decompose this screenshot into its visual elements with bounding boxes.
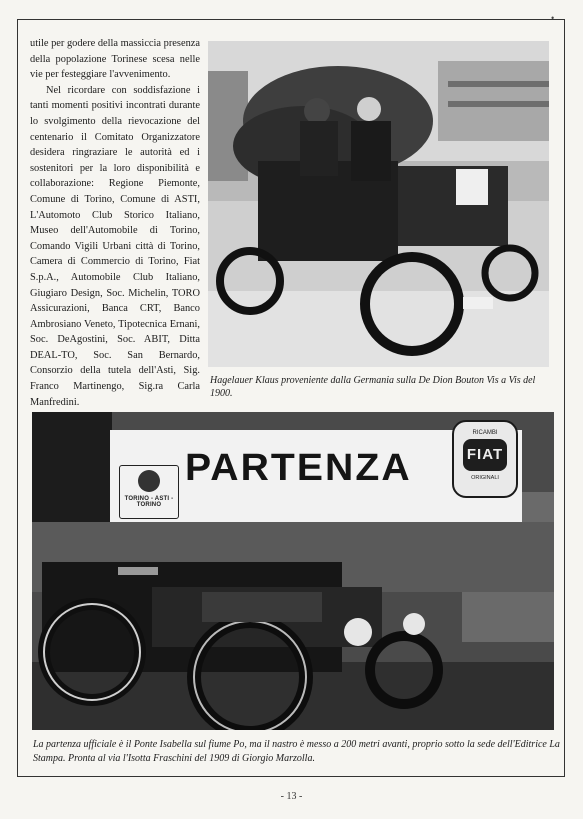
article-paragraph-1: utile per godere della massiccia presenza della popolazione Torinese scesa nelle vie per festeggiare l'avvenimento. [30, 38, 200, 81]
fiat-brand: FIAT [463, 439, 507, 471]
logo-right-bottom: ORIGINALI [471, 475, 499, 481]
fiat-ricambi-logo [452, 420, 518, 498]
partenza-banner: PARTENZA [185, 447, 412, 489]
article-paragraph-2: Nel ricordare con soddisfazione i tanti momenti positivi incontrati durante lo svolgimento della rievocazione del centenario il Comitato Organizzatore desidera ringraziare le autorità ed i sostenitori per la loro disponibilità e collaborazione: Regione Piemonte, Comune di Torino, Comune di ASTI, L'Automoto Club Storico Italiano, Museo dell'Automobile di Torino, Comando Vigili Urbani città di Torino, Camera di Commercio di Torino, Fiat S.p.A., Automobile Club Italiano, Giugiaro Design, Soc. Michelin, TORO Assicurazioni, Banca CRT, Banco Ambrosiano Veneto, Tipotecnica Ernani, Soc. DeAgostini, Soc. ABIT, Ditta DEAL-TO, Soc. San Bernardo, Consorzio della tutela dell'Asti, Sig. Franco Martinengo, Sig.ra Carla Manfredini. [30, 84, 200, 408]
page-number: - 13 - [280, 791, 303, 802]
photo-de-dion-bouton [208, 41, 549, 367]
torino-asti-logo [119, 465, 179, 519]
photo-caption-2: La partenza ufficiale è il Ponte Isabella sul fiume Po, ma il nastro è messo a 200 metri avanti, proprio sotto la sede dell'Editrice La Stampa. Pronta al via l'Isotta Fraschini del 1909 di Giorgio Marzolla. [33, 739, 560, 764]
photo-caption-1: Hagelauer Klaus proveniente dalla Germania sulla De Dion Bouton Vis a Vis del 1900. [210, 375, 536, 399]
logo-left-label: TORINO - ASTI - TORINO [124, 496, 174, 508]
logo-right-top: RICAMBI [472, 430, 498, 436]
car-emblem-icon [138, 470, 160, 492]
corner-mark: • [550, 14, 555, 23]
article-text [30, 36, 200, 410]
